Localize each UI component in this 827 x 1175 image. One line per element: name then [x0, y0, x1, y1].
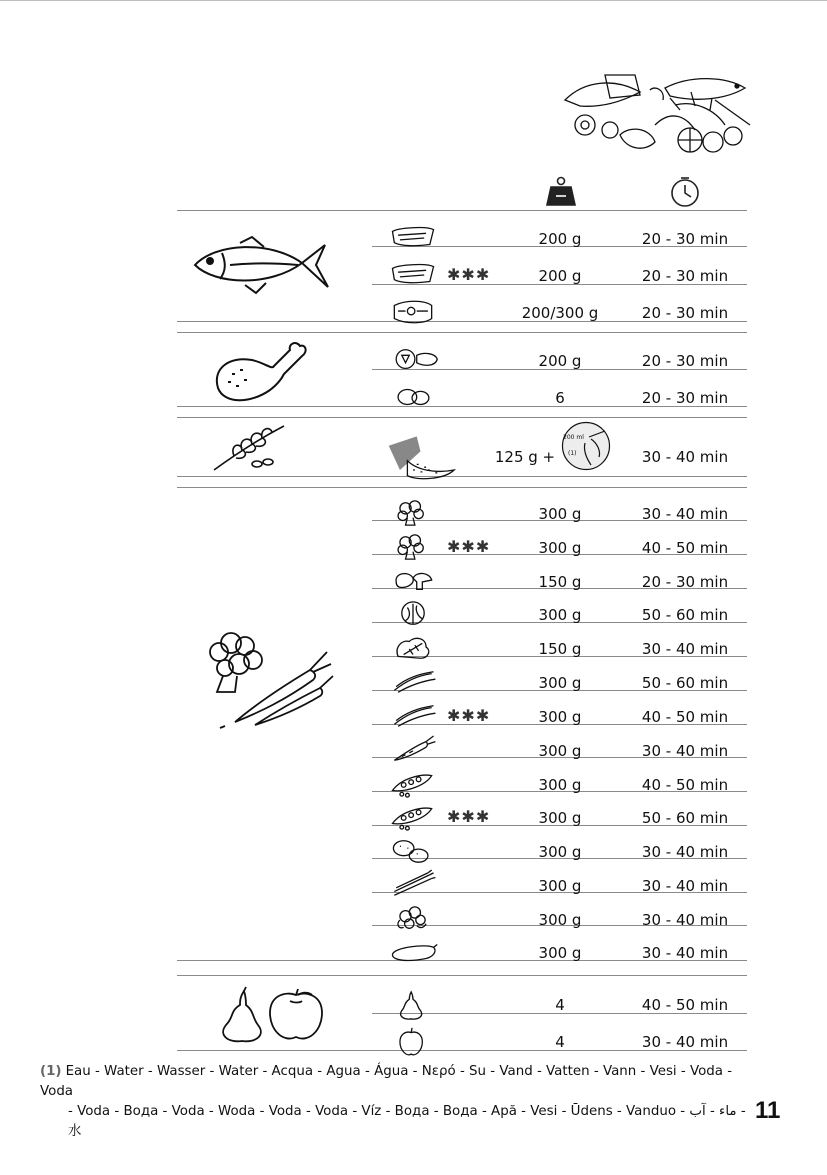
cauliflower-icon: [388, 905, 438, 933]
time-value: 30 - 40 min: [641, 944, 729, 962]
spinach-icon: [388, 634, 438, 662]
frozen-stars: ✱✱✱: [447, 706, 491, 725]
time-value: 30 - 40 min: [641, 505, 729, 523]
chicken-breast-icon: [388, 346, 438, 374]
broccoli-icon: [388, 533, 438, 561]
broccoli-icon: [388, 499, 438, 527]
rice-pour-icon: [388, 442, 438, 470]
weight-value: 200 g: [538, 230, 582, 248]
eggs-icon: [388, 383, 438, 411]
time-value: 30 - 40 min: [641, 911, 729, 929]
time-value: 30 - 40 min: [641, 640, 729, 658]
weight-value: 125 g +: [494, 448, 556, 466]
weight-value: 200/300 g: [521, 304, 599, 322]
weight-value: 300 g: [538, 606, 582, 624]
pear-icon: [388, 990, 438, 1018]
wheat-icon: [212, 422, 287, 472]
page-number: 11: [755, 1097, 781, 1124]
mushroom-icon: [388, 567, 438, 595]
peas-icon: [388, 770, 438, 798]
frozen-stars: ✱✱✱: [447, 265, 491, 284]
time-value: 40 - 50 min: [641, 708, 729, 726]
fish-steak-icon: [388, 298, 438, 326]
time-value: 50 - 60 min: [641, 809, 729, 827]
apple-icon: [388, 1027, 438, 1055]
weight-value: 200 g: [538, 267, 582, 285]
zucchini-icon: [388, 938, 438, 966]
frozen-stars: ✱✱✱: [447, 537, 491, 556]
time-value: 50 - 60 min: [641, 606, 729, 624]
frozen-stars: ✱✱✱: [447, 807, 491, 826]
weight-value: 300 g: [538, 505, 582, 523]
time-value: 30 - 40 min: [641, 742, 729, 760]
peas-icon: [388, 803, 438, 831]
time-value: 30 - 40 min: [641, 1033, 729, 1051]
water-ml-label: 200 ml: [563, 434, 584, 441]
time-value: 30 - 40 min: [641, 877, 729, 895]
potatoes-icon: [388, 837, 438, 865]
footnote-line-1: Eau - Water - Wasser - Water - Acqua - Agua - Água - Νερό - Su - Vand - Vatten - Vann - Vesi - Voda - Voda: [40, 1064, 733, 1099]
group-divider: [177, 417, 747, 418]
vegetables-icon: [205, 630, 335, 730]
weight-value: 300 g: [538, 742, 582, 760]
food-collage-illustration: [555, 70, 755, 162]
weight-value: 6: [555, 389, 565, 407]
pear-apple-icon: [218, 987, 326, 1043]
time-value: 20 - 30 min: [641, 352, 729, 370]
group-divider: [177, 975, 747, 976]
weight-value: 300 g: [538, 776, 582, 794]
weight-value: 4: [555, 1033, 565, 1051]
weight-value: 150 g: [538, 573, 582, 591]
weight-value: 300 g: [538, 708, 582, 726]
time-value: 20 - 30 min: [641, 389, 729, 407]
timer-icon: [668, 176, 702, 208]
weight-value: 300 g: [538, 944, 582, 962]
table-top-rule: [177, 210, 747, 211]
fish-fillet-icon: [388, 224, 438, 252]
green-beans-icon: [388, 668, 438, 696]
time-value: 30 - 40 min: [641, 843, 729, 861]
time-value: 40 - 50 min: [641, 776, 729, 794]
time-value: 20 - 30 min: [641, 230, 729, 248]
footnote-line-2: - Voda - Вода - Voda - Woda - Voda - Voda - Víz - Вода - Вода - Apă - Vesi - Ūdens - Vanduo - ماء - آب - 水: [68, 1104, 746, 1139]
fish-fillet-icon: [388, 261, 438, 289]
time-value: 40 - 50 min: [641, 996, 729, 1014]
asparagus-icon: [388, 871, 438, 899]
water-ref-label: (1): [568, 450, 577, 457]
weight-value: 150 g: [538, 640, 582, 658]
group-divider: [177, 332, 747, 333]
chicken-leg-icon: [210, 338, 310, 404]
weight-value: 300 g: [538, 843, 582, 861]
time-value: 20 - 30 min: [641, 573, 729, 591]
group-divider: [177, 476, 747, 477]
weight-value: 4: [555, 996, 565, 1014]
weight-value: 300 g: [538, 674, 582, 692]
weight-value: 300 g: [538, 539, 582, 557]
weight-value: 300 g: [538, 809, 582, 827]
top-border: [0, 0, 827, 1]
carrot-icon: [388, 736, 438, 764]
water-measure-icon: [561, 421, 611, 471]
time-value: 20 - 30 min: [641, 267, 729, 285]
green-beans-icon: [388, 702, 438, 730]
weight-value: 300 g: [538, 911, 582, 929]
footnote-number: (1): [40, 1064, 62, 1079]
time-value: 20 - 30 min: [641, 304, 729, 322]
fish-icon: [190, 235, 330, 297]
weight-icon: [544, 176, 578, 208]
time-value: 40 - 50 min: [641, 539, 729, 557]
time-value: 50 - 60 min: [641, 674, 729, 692]
group-divider: [177, 487, 747, 488]
cabbage-icon: [388, 600, 438, 628]
weight-value: 200 g: [538, 352, 582, 370]
weight-value: 300 g: [538, 877, 582, 895]
time-value: 30 - 40 min: [641, 448, 729, 466]
footnote: [40, 1062, 760, 1142]
